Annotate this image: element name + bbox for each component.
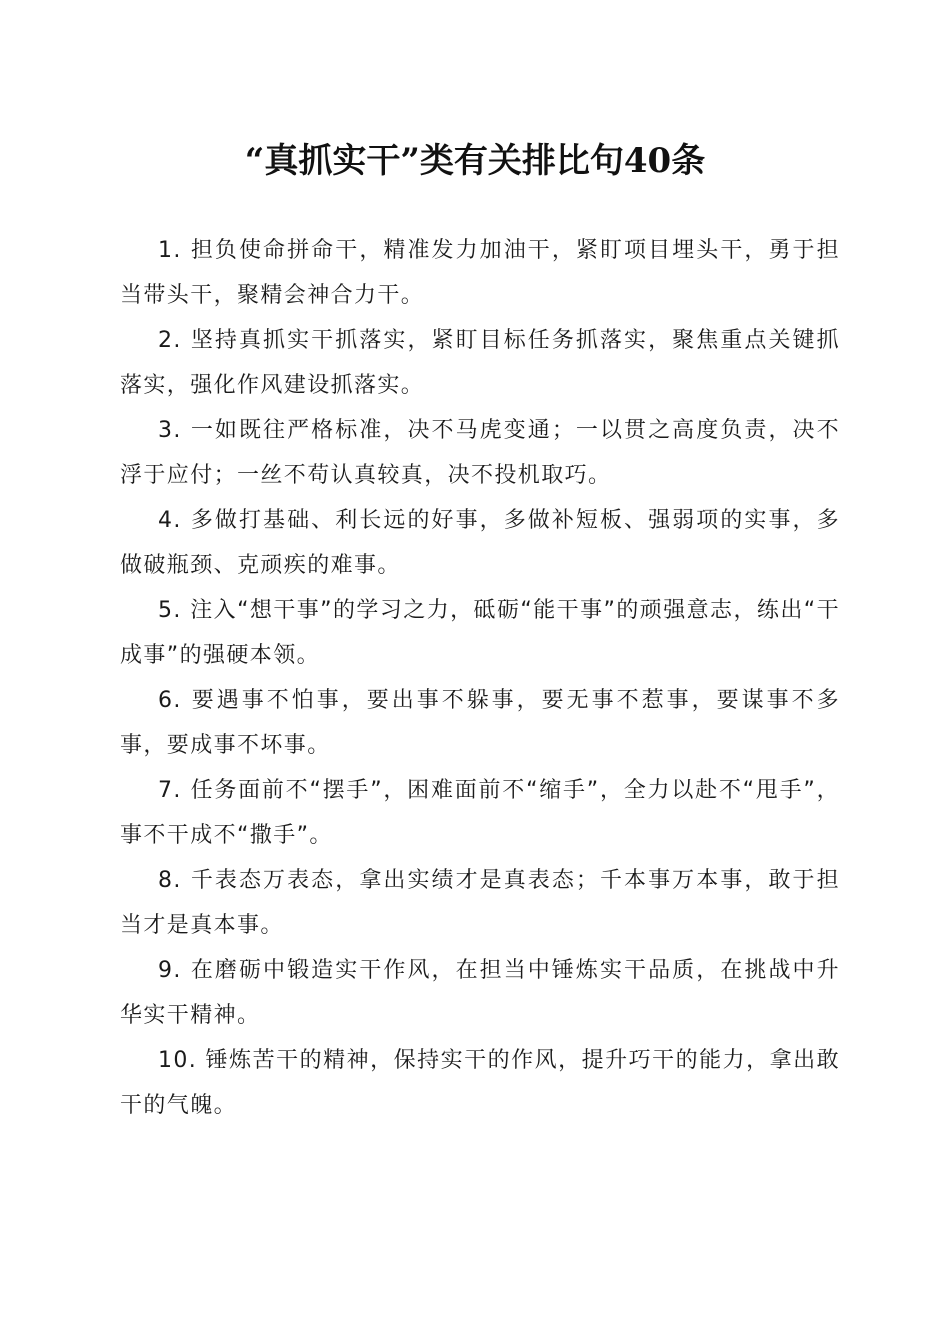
paragraph-6: 6. 要遇事不怕事，要出事不躲事，要无事不惹事，要谋事不多事，要成事不坏事。 [120,688,840,758]
document-body [120,228,840,1128]
paragraph-2: 2. 坚持真抓实干抓落实，紧盯目标任务抓落实，聚焦重点关键抓落实，强化作风建设抓落实。 [120,328,840,398]
paragraph-9: 9. 在磨砺中锻造实干作风，在担当中锤炼实干品质，在挑战中升华实干精神。 [120,958,840,1028]
paragraph-10: 10. 锤炼苦干的精神，保持实干的作风，提升巧干的能力，拿出敢干的气魄。 [120,1048,840,1118]
paragraph-3: 3. 一如既往严格标准，决不马虎变通；一以贯之高度负责，决不浮于应付；一丝不苟认真较真，决不投机取巧。 [120,418,840,488]
paragraph-8: 8. 千表态万表态，拿出实绩才是真表态；千本事万本事，敢于担当才是真本事。 [120,868,840,938]
paragraph-7: 7. 任务面前不“摆手”，困难面前不“缩手”，全力以赴不“甩手”，事不干成不“撒手”。 [120,778,840,848]
document-title: “真抓实干”类有关排比句40条 [244,141,706,181]
paragraph-1: 1. 担负使命拼命干，精准发力加油干，紧盯项目埋头干，勇于担当带头干，聚精会神合力干。 [120,238,840,308]
paragraph-4: 4. 多做打基础、利长远的好事，多做补短板、强弱项的实事，多做破瓶颈、克顽疾的难事。 [120,508,840,578]
paragraph-5: 5. 注入“想干事”的学习之力，砥砺“能干事”的顽强意志，练出“干成事”的强硬本领。 [120,598,840,668]
